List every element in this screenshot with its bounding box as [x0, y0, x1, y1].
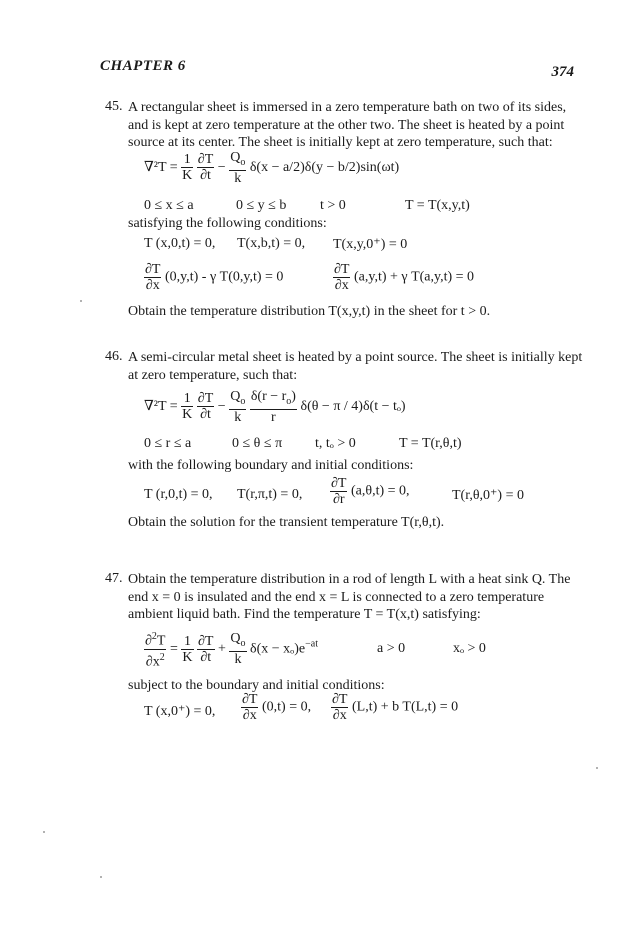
problem-text: A semi-circular metal sheet is heated by a point source. The sheet is initially kept at zero temperature, such that:	[128, 350, 583, 383]
boundary-condition: $\frac{\partial T}{\partial x}$ (0,t) = 0,	[242, 692, 312, 723]
domain-y: 0 ≤ y ≤ b	[236, 198, 287, 213]
equation-lhs: ∇²T =	[144, 160, 178, 176]
fraction: $\frac{\delta(r - r_o)}{r}$	[250, 389, 296, 425]
scan-speck	[596, 767, 598, 769]
domain-t: t, tₒ > 0	[315, 436, 356, 451]
scan-speck	[80, 300, 82, 302]
fraction: $\frac{1}{K}$	[182, 633, 193, 665]
problem-text: A rectangular sheet is immersed in a zero temperature bath on two of its sides, and is kept at zero temperature at the other two. The sheet is heated by a point source at its center. The sheet is initially kept at zero temperature, such that:	[128, 100, 567, 150]
heat-equation: ∇²T = $\frac{1}{K}$ $\frac{\partial T}{\partial t}$ − $\frac{Q_o}{k}$ δ(x − a/2)δ(y − b/2)sin(ωt)	[144, 150, 400, 186]
fraction: $\frac{\partial^2T}{\partial x^2}$	[145, 631, 166, 670]
problem-number: 47.	[105, 571, 123, 586]
fraction: $\frac{\partial T}{\partial x}$	[242, 692, 258, 723]
fraction: $\frac{\partial T}{\partial r}$	[331, 476, 347, 507]
condition: T(r,θ,0⁺) = 0	[452, 488, 524, 503]
problem-number: 46.	[105, 349, 123, 364]
boundary-condition-right: $\frac{\partial T}{\partial x}$ (a,y,t) + γ T(a,y,t) = 0	[334, 262, 475, 293]
chapter-title: CHAPTER 6	[100, 58, 186, 74]
condition: T(r,π,t) = 0,	[237, 487, 303, 502]
problem-text: Obtain the temperature distribution in a rod of length L with a heat sink Q. The end x = 0 is insulated and the end x = L is connected to a zero temperature ambient liquid bath. Find the temperature T = T(x,t) satisfying:	[128, 572, 571, 622]
function-definition: T = T(r,θ,t)	[399, 436, 462, 451]
boundary-condition-left: $\frac{\partial T}{\partial x}$ (0,y,t) - γ T(0,y,t) = 0	[145, 262, 284, 293]
domain-x: 0 ≤ x ≤ a	[144, 198, 194, 213]
problem-task: Obtain the temperature distribution T(x,y,t) in the sheet for t > 0.	[128, 304, 491, 319]
fraction: $\frac{\partial T}{\partial t}$	[197, 152, 214, 184]
condition: xₒ > 0	[453, 641, 486, 656]
fraction: $\frac{1}{K}$	[182, 391, 193, 423]
function-definition: T = T(x,y,t)	[405, 198, 470, 213]
condition: a > 0	[377, 641, 406, 656]
condition: T(x,y,0⁺) = 0	[333, 237, 408, 252]
conditions-intro: satisfying the following conditions:	[128, 216, 327, 231]
scan-speck	[43, 831, 45, 833]
condition: T (x,0⁺) = 0,	[144, 704, 216, 719]
condition: T (x,0,t) = 0,	[144, 236, 216, 251]
fraction: $\frac{\partial T}{\partial x}$	[332, 692, 348, 723]
domain-theta: 0 ≤ θ ≤ π	[232, 436, 283, 451]
domain-t: t > 0	[320, 198, 346, 213]
conditions-intro: with the following boundary and initial conditions:	[128, 458, 414, 473]
boundary-condition: $\frac{\partial T}{\partial r}$ (a,θ,t) = 0,	[331, 476, 410, 507]
conditions-intro: subject to the boundary and initial conditions:	[128, 678, 385, 693]
scan-speck	[100, 876, 102, 878]
problem-task: Obtain the solution for the transient temperature T(r,θ,t).	[128, 515, 445, 530]
exponent: −at	[305, 638, 318, 650]
page-header	[100, 58, 574, 82]
heat-equation: ∇²T = $\frac{1}{K}$ $\frac{\partial T}{\partial t}$ − $\frac{Q_o}{k}$ $\frac{\delta(r - r_o)}{r}$ δ(θ − π / 4)δ(t − tₒ)	[144, 389, 406, 425]
fraction: $\frac{\partial T}{\partial x}$	[334, 262, 350, 293]
fraction: $\frac{Q_o}{k}$	[230, 150, 246, 186]
equation-source-term: δ(x − a/2)δ(y − b/2)sin(ωt)	[249, 160, 400, 176]
boundary-condition: $\frac{\partial T}{\partial x}$ (L,t) + b T(L,t) = 0	[332, 692, 459, 723]
fraction: $\frac{\partial T}{\partial t}$	[198, 633, 214, 665]
condition: T(x,b,t) = 0,	[237, 236, 306, 251]
fraction: $\frac{1}{K}$	[182, 152, 193, 184]
fraction: $\frac{Q_o}{k}$	[230, 631, 246, 668]
fraction: $\frac{\partial T}{\partial x}$	[145, 262, 161, 293]
fraction: $\frac{\partial T}{\partial t}$	[197, 391, 214, 423]
domain-r: 0 ≤ r ≤ a	[144, 436, 192, 451]
heat-equation: $\frac{\partial^2T}{\partial x^2}$ = $\frac{1}{K}$ $\frac{\partial T}{\partial t}$ + $\frac{Q_o}{k}$ $\delta(x - x_o)e^{-at}$	[145, 631, 318, 670]
condition: T (r,0,t) = 0,	[144, 487, 213, 502]
fraction: $\frac{Q_o}{k}$	[230, 389, 246, 425]
page-number: 374	[551, 64, 574, 80]
problem-number: 45.	[105, 99, 123, 114]
